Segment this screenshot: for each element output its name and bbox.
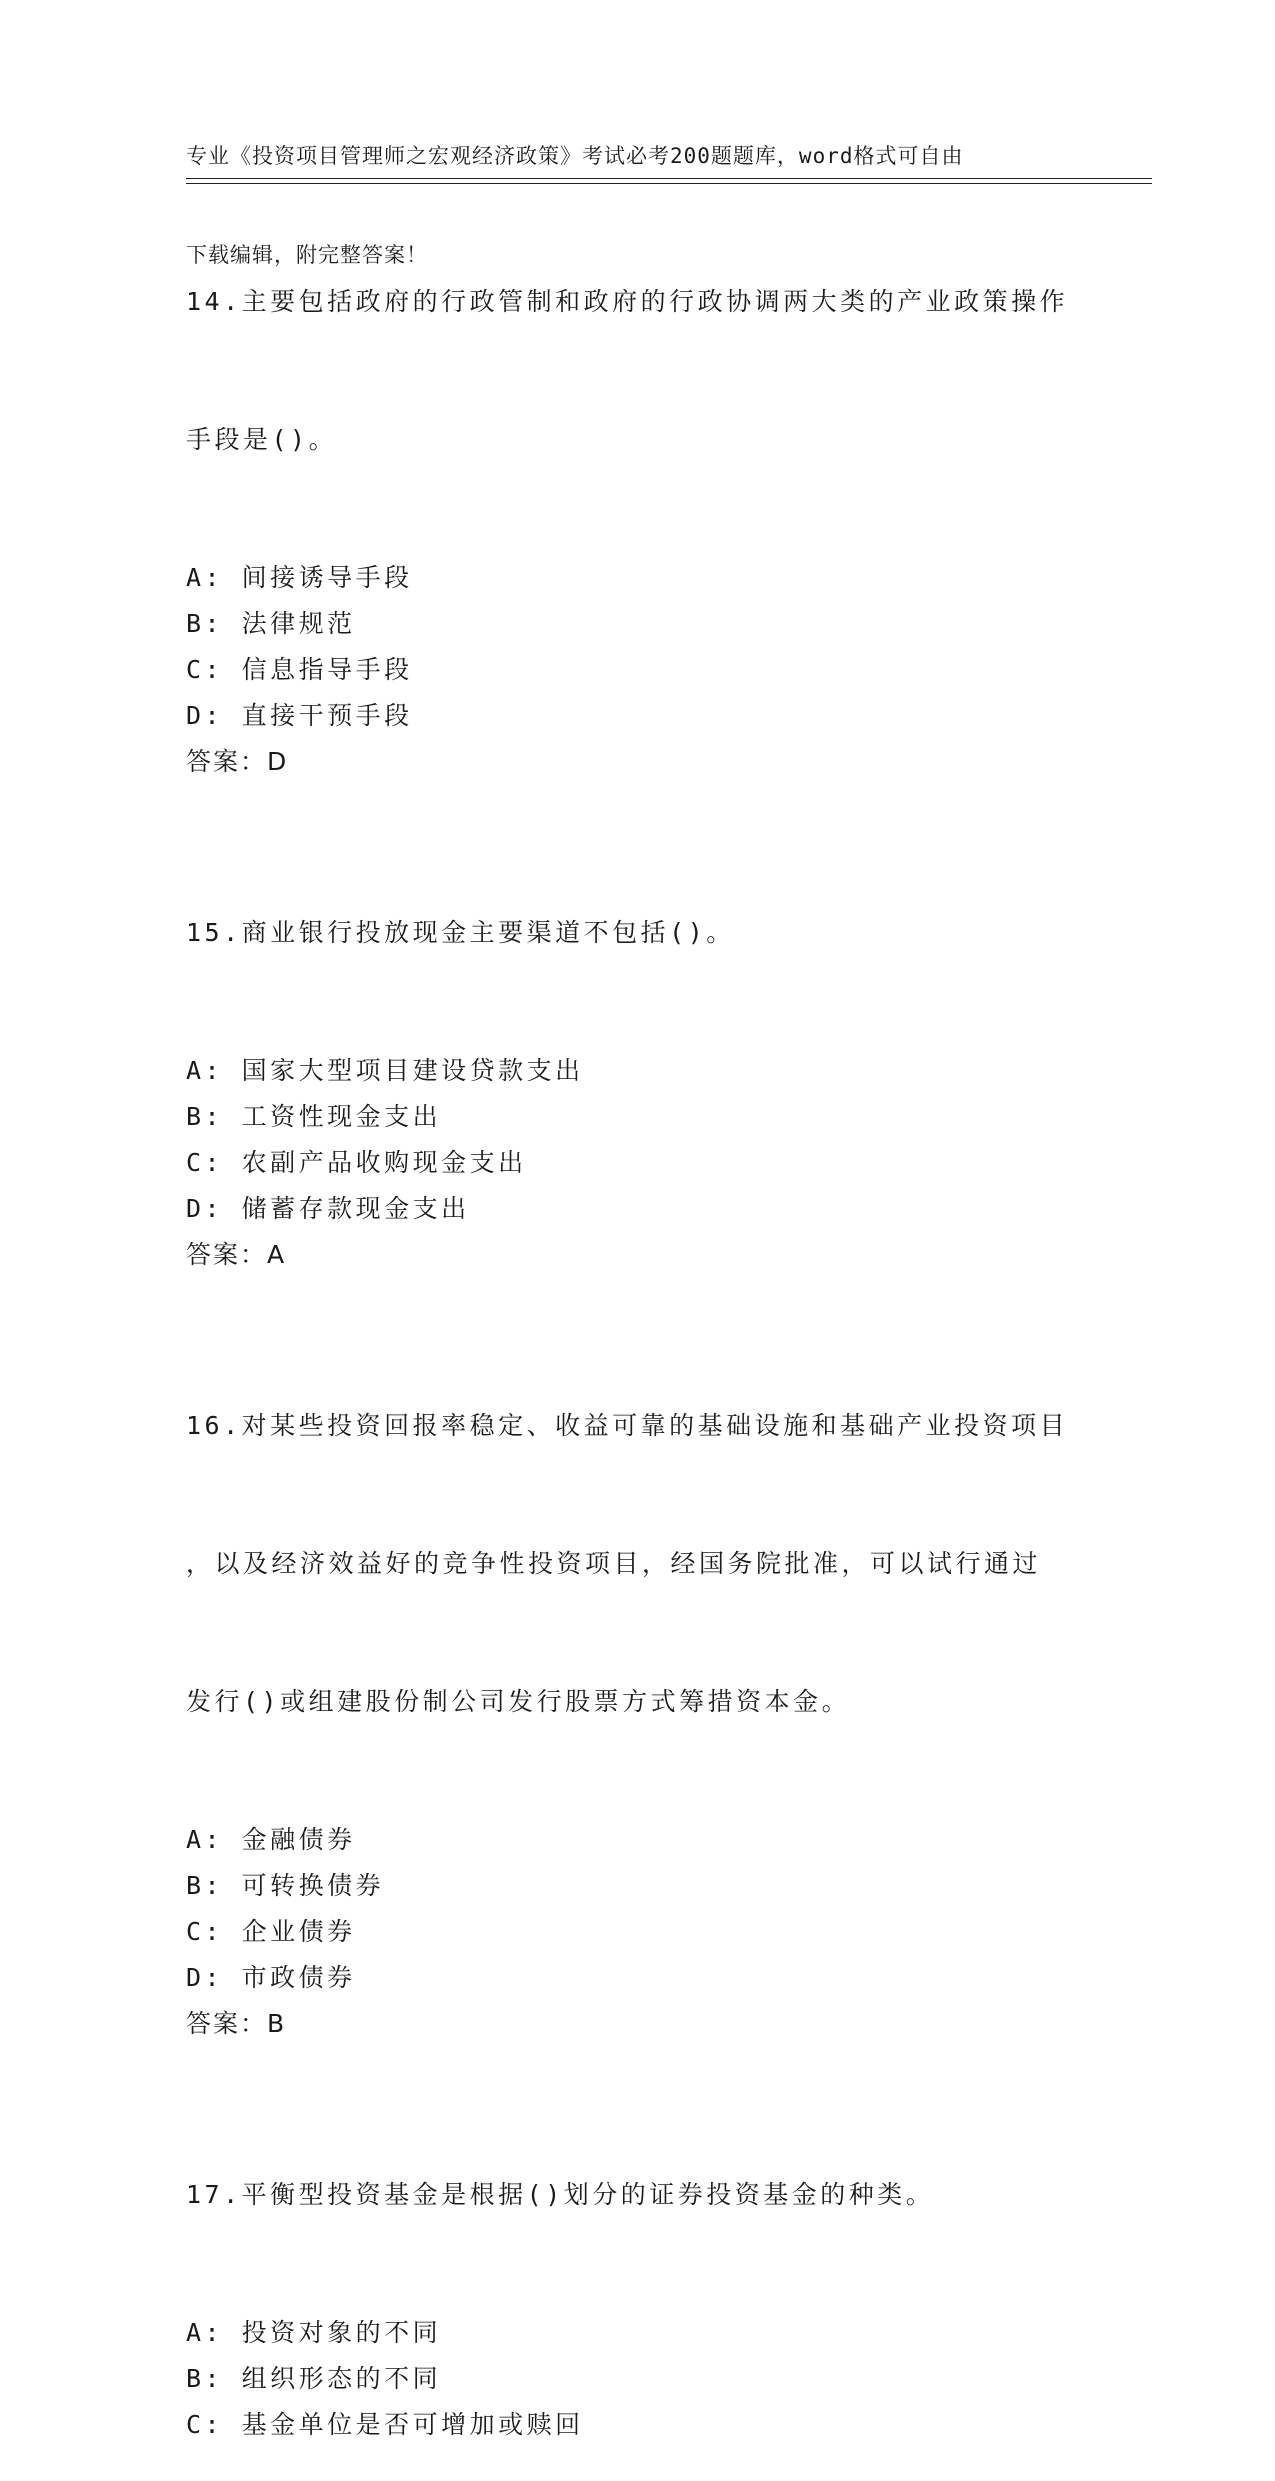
option-a: A: 投资对象的不同 <box>186 2318 442 2347</box>
question-17 <box>186 2080 1086 2448</box>
answer: 答案：A <box>186 1240 287 1269</box>
option-c: C: 基金单位是否可增加或赎回 <box>186 2410 584 2439</box>
header-line-2: 下载编辑，附完整答案！ <box>186 243 428 267</box>
question-text-line: 14.主要包括政府的行政管制和政府的行政协调两大类的产业政策操作 <box>186 287 1069 316</box>
option-c: C: 企业债券 <box>186 1917 356 1946</box>
option-a: A: 金融债券 <box>186 1825 356 1854</box>
answer: 答案：D <box>186 747 289 776</box>
question-text <box>186 818 1086 1048</box>
option-a: A: 间接诱导手段 <box>186 563 413 592</box>
option-d: D: 市政债券 <box>186 1963 356 1992</box>
question-list <box>186 187 1086 2481</box>
question-text-line: 15.商业银行投放现金主要渠道不包括()。 <box>186 918 735 947</box>
option-d: D: 直接干预手段 <box>186 701 413 730</box>
option-a: A: 国家大型项目建设贷款支出 <box>186 1056 584 1085</box>
question-text-line: 16.对某些投资回报率稳定、收益可靠的基础设施和基础产业投资项目 <box>186 1411 1069 1440</box>
question-text <box>186 2080 1086 2310</box>
option-b: B: 法律规范 <box>186 609 356 638</box>
answer: 答案：B <box>186 2009 287 2038</box>
option-d: D: 储蓄存款现金支出 <box>186 1194 470 1223</box>
question-text-line: 手段是()。 <box>186 425 338 454</box>
option-c: C: 农副产品收购现金支出 <box>186 1148 527 1177</box>
question-text-line: 17.平衡型投资基金是根据()划分的证券投资基金的种类。 <box>186 2180 935 2209</box>
header-divider-top <box>186 178 1152 179</box>
option-c: C: 信息指导手段 <box>186 655 413 684</box>
option-b: B: 工资性现金支出 <box>186 1102 442 1131</box>
question-14 <box>186 187 1086 785</box>
header-line-1: 专业《投资项目管理师之宏观经济政策》考试必考200题题库，word格式可自由 <box>186 144 964 168</box>
question-text <box>186 1311 1086 1817</box>
question-text-line: 发行()或组建股份制公司发行股票方式筹措资本金。 <box>186 1687 851 1716</box>
question-16 <box>186 1311 1086 2047</box>
question-15 <box>186 818 1086 1278</box>
option-b: B: 组织形态的不同 <box>186 2364 442 2393</box>
question-text <box>186 187 1086 555</box>
question-text-line: ，以及经济效益好的竞争性投资项目，经国务院批准，可以试行通过 <box>186 1549 1042 1578</box>
header-divider-bottom <box>186 183 1152 184</box>
option-b: B: 可转换债券 <box>186 1871 385 1900</box>
